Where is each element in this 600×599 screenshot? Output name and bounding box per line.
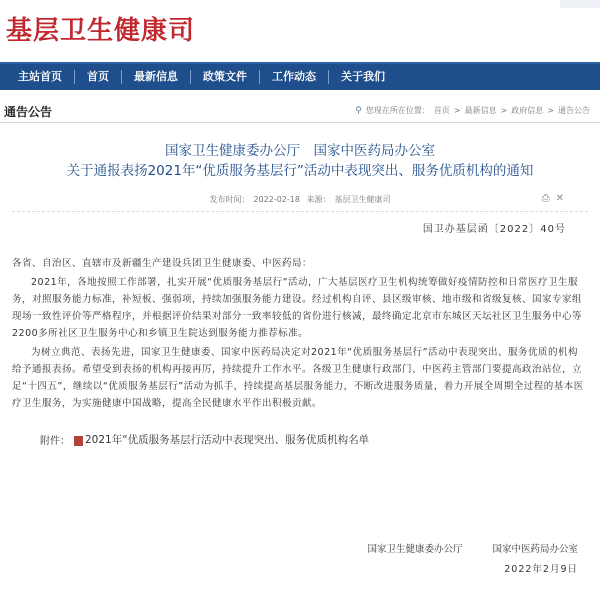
section-title: 通告公告 (4, 104, 53, 119)
publish-date: 2022-02-18 (253, 195, 300, 204)
breadcrumb-item-gov-info[interactable]: 政府信息 (511, 106, 544, 115)
site-header (0, 0, 600, 62)
breadcrumb-item-home[interactable]: 首页 (433, 106, 450, 115)
signers (367, 541, 578, 555)
nav-item-main-home[interactable]: 主站首页 (8, 70, 75, 84)
section-bar (0, 100, 600, 123)
breadcrumb-prefix: 您现在所在位置： (365, 106, 430, 115)
nav-item-home[interactable]: 首页 (75, 70, 122, 84)
breadcrumb: ⚲ 您现在所在位置： 首页 > 最新信息 > 政府信息 > 通告公告 (355, 105, 590, 116)
headline-line2: 关于通报表扬2021年“优质服务基层行”活动中表现突出、服务优质机构的通知 (66, 163, 534, 179)
attachment-link[interactable]: 2021年“优质服务基层行活动中表现突出、服务优质机构名单 (85, 434, 370, 446)
article-meta-row (12, 193, 588, 212)
attachment-label: 附件： (40, 436, 70, 447)
publish-label: 发布时间： (209, 195, 250, 204)
main-nav (0, 62, 600, 90)
header-ornament (560, 0, 600, 8)
site-title[interactable]: 基层卫生健康司 (6, 16, 196, 46)
signer-2: 国家中医药局办公室 (492, 544, 578, 555)
source-label: 来源： (306, 195, 331, 204)
sign-date: 2022年2月9日 (504, 564, 578, 575)
close-icon[interactable]: ✕ (555, 193, 564, 204)
paragraph-2: 为树立典范、表扬先进，国家卫生健康委、国家中医药局决定对2021年“优质服务基层行”活动中表现突出、服务优质的机构给予通报表扬。希望受到表扬的机构再接再厉，持续提升工作水平。各级卫生健康行政部门、中医药主管部门要提高政治站位，立足“十四五”，继续以“优质服务基层行”活动为抓手，持续提高基层服务能力，不断改进服务质量，着力开展全周期全过程的基本医疗卫生服务，为实施健康中国战略，提高全民健康水平作出积极贡献。 (12, 347, 584, 409)
nav-item-policy[interactable]: 政策文件 (191, 70, 260, 84)
article-meta (12, 193, 588, 207)
breadcrumb-item-notices[interactable]: 通告公告 (558, 106, 590, 115)
location-pin-icon: ⚲ (355, 105, 362, 116)
document-icon (74, 436, 83, 446)
article (12, 141, 588, 447)
document-number: 国卫办基层函〔2022〕40号 (422, 224, 566, 235)
meta-icons (542, 193, 564, 204)
article-body (12, 255, 588, 412)
signer-1: 国家卫生健康委办公厅 (367, 544, 463, 555)
nav-item-latest[interactable]: 最新信息 (122, 70, 191, 84)
nav-item-work[interactable]: 工作动态 (260, 70, 329, 84)
headline-line1: 国家卫生健康委办公厅 国家中医药局办公室 (165, 143, 435, 159)
attachment (12, 432, 588, 447)
breadcrumb-item-latest[interactable]: 最新信息 (464, 106, 497, 115)
print-icon[interactable]: ⎙ (541, 193, 550, 204)
article-headline (12, 141, 588, 181)
nav-item-about[interactable]: 关于我们 (341, 70, 385, 83)
source: 基层卫生健康司 (334, 195, 391, 204)
paragraph-1: 2021年，各地按照工作部署，扎实开展“优质服务基层行”活动，广大基层医疗卫生机构统筹做好疫情防控和日常医疗卫生服务，对照服务能力标准，补短板、强弱项，持续加强服务能力建设。经过机构自评、县区级审核、地市级和省级复核、国家专家组现场一致性评价等严格程序，并根据评价结果对部分一致率较低的省份进行核减，最终确定北京市东城区天坛社区卫生服务中心等2200多所社区卫生服务中心和乡镇卫生院达到服务能力推荐标准。 (12, 277, 583, 339)
salutation: 各省、自治区、直辖市及新疆生产建设兵团卫生健康委、中医药局： (12, 258, 313, 269)
